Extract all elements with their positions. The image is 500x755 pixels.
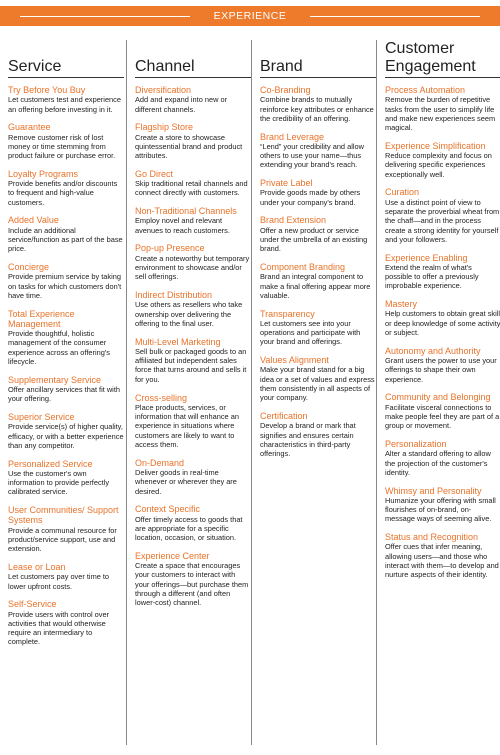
item-description: Offer a new product or service under the umbrella of an existing brand.	[260, 225, 368, 254]
item-description: Offer cues that infer meaning, allowing users—and those who interact with them—to develop and nurture aspects of their identity.	[385, 542, 499, 580]
list-item	[385, 439, 500, 477]
item-description: Grant users the power to use your offerings to shape their own experience.	[385, 356, 497, 384]
item-title: Experience Center	[135, 550, 210, 561]
item-title: Lease or Loan	[8, 562, 66, 573]
item-description: Humanize your offering with small flourishes of on-brand, on-message ways of seeming alive.	[385, 495, 496, 524]
item-title: Indirect Distribution	[135, 290, 213, 301]
list-item	[385, 253, 500, 291]
list-item	[8, 459, 124, 497]
list-item	[385, 486, 500, 524]
list-item	[8, 262, 124, 300]
item-description: Make your brand stand for a big idea or a set of values and express them consistently in all aspects of your company.	[260, 365, 375, 403]
list-item	[135, 393, 251, 450]
item-title: Component Branding	[260, 262, 346, 273]
column-title: Channel	[135, 40, 251, 78]
list-item	[8, 122, 124, 160]
list-item	[260, 215, 376, 253]
item-title: Certification	[260, 411, 308, 422]
item-description: Skip traditional retail channels and connect directly with customers.	[135, 179, 248, 198]
list-item	[135, 122, 251, 160]
item-description: Let customers test and experience an offering before investing in it.	[8, 95, 121, 114]
list-item	[8, 169, 124, 207]
item-title: Status and Recognition	[385, 532, 479, 543]
list-item	[8, 599, 124, 646]
list-item	[135, 169, 251, 198]
item-title: Community and Belonging	[385, 392, 491, 403]
list-item	[8, 85, 124, 114]
item-title: Brand Extension	[260, 215, 327, 226]
item-description: Let customers see into your operations and participate with your brand and offerings.	[260, 318, 361, 347]
item-description: Extend the realm of what's possible to offer a previously improbable experience.	[385, 262, 479, 291]
list-item	[385, 346, 500, 384]
item-title: Co-Branding	[260, 85, 311, 95]
item-title: Brand Leverage	[260, 131, 325, 142]
list-item	[260, 132, 376, 170]
list-item	[260, 178, 376, 207]
item-description: Use a distinct point of view to separate the proverbial wheat from the chaff—and in the process create a strong identity for yourself and your followers.	[385, 197, 500, 244]
column-customer-engagement	[385, 40, 500, 588]
column-divider	[126, 40, 127, 745]
column-title: Brand	[260, 40, 376, 78]
item-description: Use the customer's own information to provide perfectly calibrated service.	[8, 468, 110, 497]
item-description: Provide benefits and/or discounts to frequent and high-value customers.	[8, 179, 118, 207]
column-brand	[260, 40, 376, 467]
list-item	[260, 262, 376, 300]
item-description: Facilitate visceral connections to make people feel they are part of a group or movement.	[385, 402, 500, 431]
item-description: Reduce complexity and focus on delivering specific experiences exceptionally well.	[385, 151, 492, 179]
item-title: User Communities/ Support Systems	[8, 505, 119, 526]
list-item	[8, 375, 124, 404]
item-description: Sell bulk or packaged goods to an affiliated but independent sales force that turns around and sells it for you.	[135, 346, 247, 384]
list-item	[385, 141, 500, 179]
item-title: Superior Service	[8, 412, 75, 423]
list-item	[260, 85, 376, 123]
item-title: Experience Enabling	[385, 252, 468, 263]
item-description: Remove the burden of repetitive tasks from the user to simplify life and make new experiences seem magical.	[385, 95, 496, 133]
list-item	[260, 309, 376, 347]
item-title: Autonomy and Authority	[385, 345, 481, 356]
item-title: Multi-Level Marketing	[135, 336, 221, 347]
item-title: On-Demand	[135, 457, 185, 468]
list-item	[8, 309, 124, 367]
column-divider	[251, 40, 252, 745]
list-item	[385, 187, 500, 244]
item-description: Use others as resellers who take ownership over delivering the offering to the final user.	[135, 300, 243, 328]
page-title: EXPERIENCE	[213, 10, 287, 22]
column-title: Customer Engagement	[385, 40, 500, 78]
item-description: Provide a communal resource for product/service support, use and extension.	[8, 525, 117, 554]
item-description: Include an additional service/function as part of the base price.	[8, 225, 123, 254]
item-title: Added Value	[8, 215, 59, 226]
item-title: Diversification	[135, 85, 192, 95]
list-item	[135, 243, 251, 281]
list-item	[8, 562, 124, 591]
item-title: Supplementary Service	[8, 374, 102, 385]
item-title: Private Label	[260, 178, 313, 189]
item-title: Personalization	[385, 439, 447, 450]
item-title: Process Automation	[385, 85, 466, 95]
item-description: “Lend” your credibility and allow others to use your name—thus extending your brand's reach.	[260, 141, 364, 170]
list-item	[135, 458, 251, 496]
column-channel	[135, 40, 251, 616]
item-title: Personalized Service	[8, 458, 93, 469]
item-title: Experience Simplification	[385, 140, 486, 151]
list-item	[385, 392, 500, 430]
item-title: Context Specific	[135, 504, 201, 515]
list-item	[8, 505, 124, 553]
column-service	[8, 40, 124, 655]
item-description: Provide premium service by taking on tasks for which customers don't have time.	[8, 272, 122, 300]
item-title: Try Before You Buy	[8, 85, 86, 95]
item-description: Create a space that encourages your customers to interact with your offerings—but purchase them through a different (and often lower-cost) channel.	[135, 561, 249, 608]
item-title: Loyalty Programs	[8, 168, 79, 179]
item-description: Provide service(s) of higher quality, efficacy, or with a better experience than any competitor.	[8, 422, 124, 450]
list-item	[8, 412, 124, 450]
item-title: Curation	[385, 187, 420, 198]
list-item	[135, 206, 251, 235]
item-title: Total Experience Management	[8, 308, 75, 329]
item-description: Add and expand into new or different channels.	[135, 95, 228, 114]
item-title: Pop-up Presence	[135, 243, 205, 254]
item-description: Place products, services, or information that will enhance an experience in situations where customers are likely to want to access them.	[135, 402, 239, 449]
item-description: Remove customer risk of lost money or time stemming from product failure or purchase error.	[8, 132, 116, 161]
item-description: Create a store to showcase quintessential brand and product attributes.	[135, 132, 243, 161]
item-title: Values Alignment	[260, 355, 329, 366]
list-item	[135, 85, 251, 114]
item-title: Transparency	[260, 308, 315, 319]
item-description: Provide thoughtful, holistic management of the consumer experience across an offering's lifecycle.	[8, 329, 110, 366]
list-item	[260, 411, 376, 458]
item-title: Self-Service	[8, 599, 57, 610]
item-title: Concierge	[8, 262, 50, 273]
list-item	[135, 290, 251, 328]
item-title: Flagship Store	[135, 122, 194, 133]
item-title: Cross-selling	[135, 392, 188, 403]
item-description: Deliver goods in real-time whenever or wherever they are desired.	[135, 467, 237, 496]
item-description: Create a noteworthy but temporary environment to showcase and/or sell offerings.	[135, 253, 250, 282]
item-description: Combine brands to mutually reinforce key attributes or enhance the credibility of an offering.	[260, 95, 374, 123]
list-item	[135, 337, 251, 384]
list-item	[385, 299, 500, 337]
list-item	[385, 85, 500, 132]
list-item	[385, 532, 500, 579]
item-description: Alter a standard offering to allow the projection of the customer's identity.	[385, 449, 491, 477]
list-item	[260, 355, 376, 402]
item-title: Non-Traditional Channels	[135, 206, 237, 217]
item-description: Brand an integral component to make a final offering appear more valuable.	[260, 272, 371, 300]
item-title: Mastery	[385, 299, 418, 310]
header-banner	[0, 6, 500, 26]
item-description: Offer timely access to goods that are appropriate for a specific location, occasion, or situation.	[135, 514, 243, 543]
item-title: Whimsy and Personality	[385, 485, 482, 496]
item-description: Employ novel and relevant avenues to reach customers.	[135, 216, 230, 235]
item-description: Let customers pay over time to lower upfront costs.	[8, 572, 110, 591]
list-item	[135, 504, 251, 542]
column-title: Service	[8, 40, 124, 78]
item-description: Offer ancillary services that fit with your offering.	[8, 384, 120, 404]
item-description: Provide goods made by others under your company's brand.	[260, 188, 361, 207]
item-title: Guarantee	[8, 122, 51, 133]
banner-rule-right	[310, 16, 480, 17]
list-item	[8, 215, 124, 253]
column-divider	[376, 40, 377, 745]
item-title: Go Direct	[135, 168, 174, 179]
item-description: Provide users with control over activities that would otherwise require an intermediary to complete.	[8, 609, 110, 647]
item-description: Develop a brand or mark that signifies and ensures certain characteristics in third-party offerings.	[260, 421, 356, 459]
list-item	[135, 551, 251, 608]
banner-rule-left	[20, 16, 190, 17]
item-description: Help customers to obtain great skill or deep knowledge of some activity or subject.	[385, 309, 500, 338]
